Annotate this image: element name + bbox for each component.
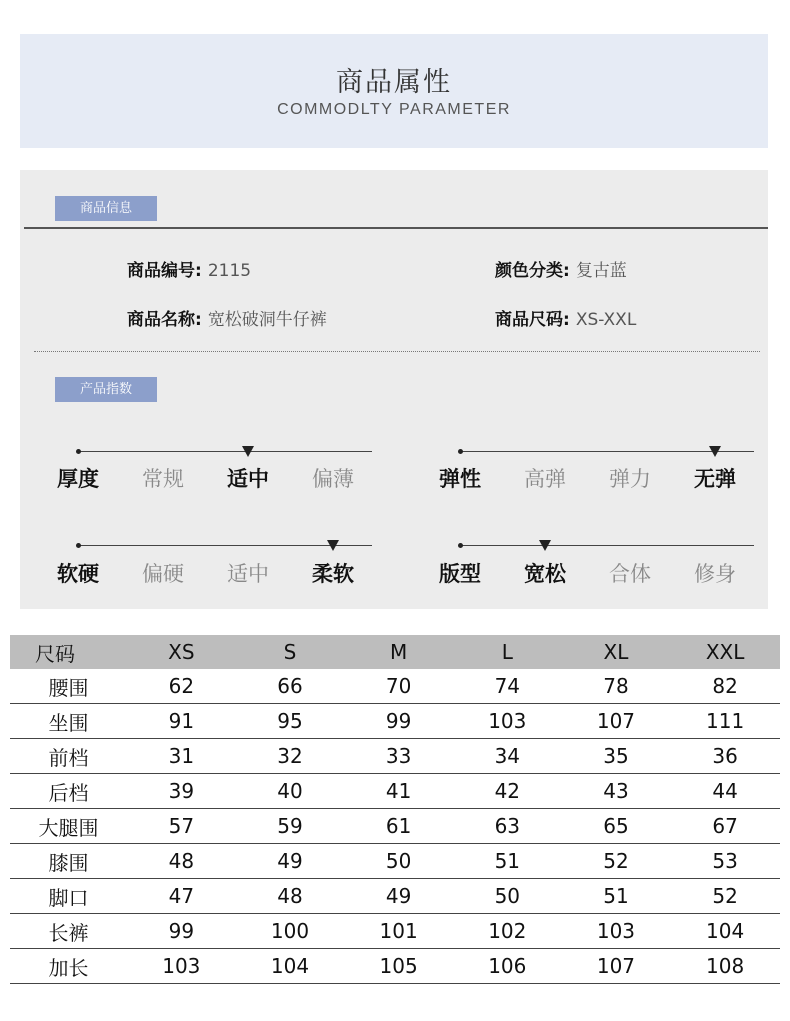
table-cell: 103 <box>127 949 236 984</box>
index-option-selected: 无弹 <box>694 467 736 491</box>
table-cell: 103 <box>562 914 671 949</box>
table-cell: 91 <box>127 704 236 739</box>
table-cell: 108 <box>670 949 780 984</box>
attribute-panel <box>20 170 768 609</box>
table-cell: 57 <box>127 809 236 844</box>
index-marker-icon <box>539 540 551 551</box>
column-header: XS <box>127 635 236 669</box>
row-header-cell: 前档 <box>10 739 127 774</box>
table-row <box>10 949 780 984</box>
table-cell: 50 <box>344 844 453 879</box>
field-value: 复古蓝 <box>575 261 627 281</box>
field-label: 商品编号: <box>127 261 202 281</box>
table-cell: 51 <box>453 844 562 879</box>
index-option: 修身 <box>694 562 736 586</box>
column-header: 尺码 <box>10 635 127 669</box>
index-option: 常规 <box>142 467 184 491</box>
index-option: 高弹 <box>524 467 566 491</box>
size-table <box>10 635 780 984</box>
table-cell: 52 <box>562 844 671 879</box>
table-cell: 62 <box>127 669 236 704</box>
table-cell: 34 <box>453 739 562 774</box>
table-cell: 48 <box>236 879 345 914</box>
size-table-body <box>10 669 780 984</box>
row-header-cell: 膝围 <box>10 844 127 879</box>
header-banner <box>20 34 768 148</box>
index-marker-icon <box>327 540 339 551</box>
field-value: 2115 <box>207 261 252 281</box>
field-item-name <box>127 305 327 330</box>
info-badge: 商品信息 <box>55 196 157 221</box>
table-cell: 65 <box>562 809 671 844</box>
table-cell: 66 <box>236 669 345 704</box>
index-option-selected: 适中 <box>227 467 269 491</box>
table-cell: 100 <box>236 914 345 949</box>
field-label: 商品名称: <box>127 310 202 330</box>
column-header: S <box>236 635 345 669</box>
table-cell: 31 <box>127 739 236 774</box>
table-row <box>10 704 780 739</box>
table-cell: 35 <box>562 739 671 774</box>
index-badge: 产品指数 <box>55 377 157 402</box>
field-size-range <box>495 305 636 330</box>
table-cell: 82 <box>670 669 780 704</box>
table-cell: 59 <box>236 809 345 844</box>
row-header-cell: 长裤 <box>10 914 127 949</box>
index-option: 合体 <box>609 562 651 586</box>
table-cell: 107 <box>562 949 671 984</box>
table-row <box>10 739 780 774</box>
table-cell: 49 <box>236 844 345 879</box>
table-cell: 48 <box>127 844 236 879</box>
table-cell: 104 <box>236 949 345 984</box>
index-scale-line <box>460 545 754 546</box>
row-header-cell: 坐围 <box>10 704 127 739</box>
table-cell: 106 <box>453 949 562 984</box>
index-marker-icon <box>242 446 254 457</box>
table-cell: 111 <box>670 704 780 739</box>
row-header-cell: 大腿围 <box>10 809 127 844</box>
table-row <box>10 774 780 809</box>
index-scale-start-dot <box>458 449 463 454</box>
index-category-label: 版型 <box>439 562 481 586</box>
table-row <box>10 809 780 844</box>
index-category-label: 厚度 <box>57 467 99 491</box>
index-category-label: 弹性 <box>439 467 481 491</box>
index-scale-start-dot <box>76 449 81 454</box>
field-value: XS-XXL <box>575 310 637 330</box>
table-cell: 95 <box>236 704 345 739</box>
column-header: XXL <box>670 635 780 669</box>
index-option: 偏硬 <box>142 562 184 586</box>
table-cell: 44 <box>670 774 780 809</box>
table-row <box>10 879 780 914</box>
table-cell: 70 <box>344 669 453 704</box>
table-cell: 105 <box>344 949 453 984</box>
field-label: 商品尺码: <box>495 310 570 330</box>
index-option: 弹力 <box>609 467 651 491</box>
table-cell: 43 <box>562 774 671 809</box>
index-scale-line <box>78 451 372 452</box>
table-cell: 99 <box>344 704 453 739</box>
table-row <box>10 669 780 704</box>
table-cell: 99 <box>127 914 236 949</box>
table-cell: 103 <box>453 704 562 739</box>
field-value: 宽松破洞牛仔裤 <box>207 310 327 330</box>
field-color <box>495 256 627 281</box>
row-header-cell: 后档 <box>10 774 127 809</box>
table-cell: 104 <box>670 914 780 949</box>
index-option: 适中 <box>227 562 269 586</box>
page-subtitle: COMMODLTY PARAMETER <box>277 101 511 118</box>
index-scale-start-dot <box>76 543 81 548</box>
row-header-cell: 腰围 <box>10 669 127 704</box>
table-cell: 53 <box>670 844 780 879</box>
table-cell: 102 <box>453 914 562 949</box>
table-cell: 32 <box>236 739 345 774</box>
table-cell: 61 <box>344 809 453 844</box>
table-cell: 67 <box>670 809 780 844</box>
table-cell: 36 <box>670 739 780 774</box>
dotted-divider <box>34 351 760 352</box>
table-cell: 40 <box>236 774 345 809</box>
row-header-cell: 脚口 <box>10 879 127 914</box>
table-cell: 52 <box>670 879 780 914</box>
index-option-selected: 柔软 <box>312 562 354 586</box>
column-header: L <box>453 635 562 669</box>
table-cell: 50 <box>453 879 562 914</box>
table-cell: 42 <box>453 774 562 809</box>
index-option-selected: 宽松 <box>524 562 566 586</box>
table-cell: 101 <box>344 914 453 949</box>
field-label: 颜色分类: <box>495 261 570 281</box>
table-cell: 33 <box>344 739 453 774</box>
column-header: M <box>344 635 453 669</box>
index-category-label: 软硬 <box>57 562 99 586</box>
size-table-header-row <box>10 635 780 669</box>
table-cell: 78 <box>562 669 671 704</box>
table-row <box>10 914 780 949</box>
table-cell: 41 <box>344 774 453 809</box>
field-item-number <box>127 256 251 281</box>
table-cell: 107 <box>562 704 671 739</box>
table-cell: 47 <box>127 879 236 914</box>
table-cell: 51 <box>562 879 671 914</box>
index-scale-start-dot <box>458 543 463 548</box>
section-rule <box>24 227 768 229</box>
index-marker-icon <box>709 446 721 457</box>
table-cell: 63 <box>453 809 562 844</box>
column-header: XL <box>562 635 671 669</box>
index-option: 偏薄 <box>312 467 354 491</box>
page-title: 商品属性 <box>336 67 452 98</box>
table-cell: 49 <box>344 879 453 914</box>
row-header-cell: 加长 <box>10 949 127 984</box>
table-row <box>10 844 780 879</box>
table-cell: 74 <box>453 669 562 704</box>
table-cell: 39 <box>127 774 236 809</box>
